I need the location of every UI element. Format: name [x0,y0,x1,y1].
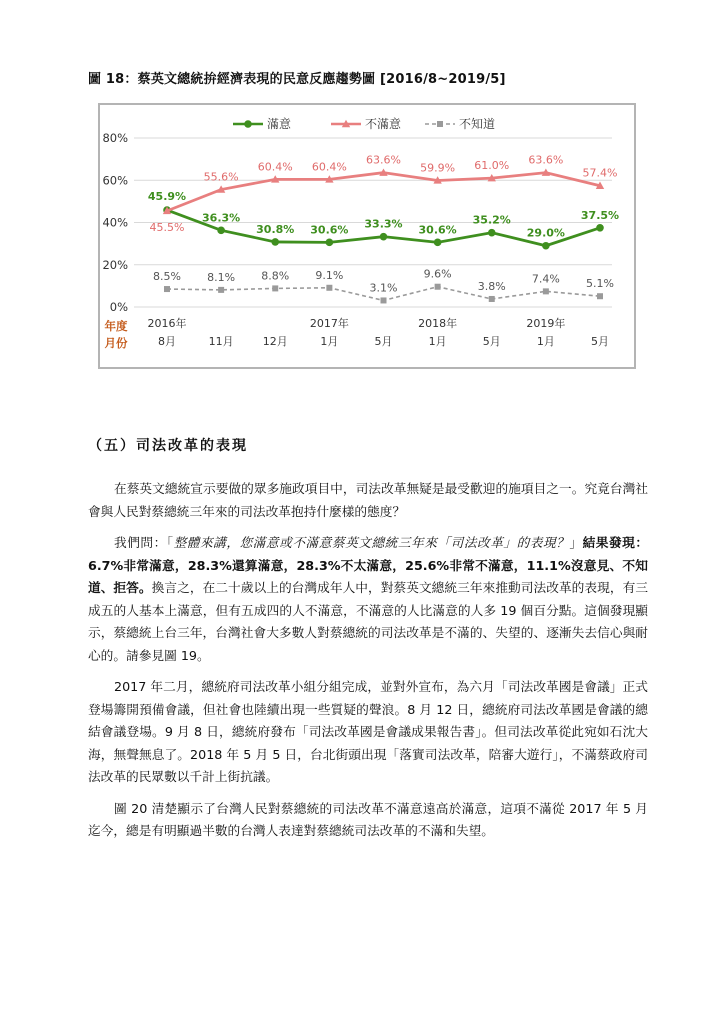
y-tick-label: 80% [102,131,128,145]
paragraph-1: 在蔡英文總統宣示要做的眾多施政項目中，司法改革無疑是最受歡迎的施項目之一。究竟台灣社會與人民對蔡總統三年來的司法改革抱持什麼樣的態度？ [88,481,648,519]
data-label: 29.0% [526,226,565,240]
data-label: 8.8% [261,269,290,283]
y-tick-label: 40% [102,215,128,230]
x-tick-month: 1月 [428,335,447,348]
data-label: 35.2% [472,213,511,227]
section-heading: （五）司法改革的表現 [88,438,248,454]
data-label: 7.4% [531,272,560,286]
y-tick-label: 0% [109,300,128,314]
x-tick-year: 2017年 [309,317,349,330]
data-point [272,285,278,291]
question-close: 」 [569,535,583,550]
data-point [489,296,495,302]
x-tick-month: 5月 [374,335,393,348]
data-label: 30.8% [256,222,295,236]
paragraph-2-rest: 換言之，在二十歲以上的台灣成年人中，對蔡英文總統三年來推動司法改革的表現，有三成五的人基本上滿意，但有五成四的人不滿意，不滿意的人比滿意的人多 19 個百分點。這個發現顯示，蔡總統上台三年，台灣社會大多數人對蔡總統的司法改革是不滿的、失望的、逐漸失去信心與耐心的。請參見圖 19。 [88,580,649,663]
data-point [543,288,549,294]
data-point [488,229,496,237]
y-tick-label: 20% [102,257,128,272]
data-label: 3.8% [477,279,506,293]
x-tick-month: 1月 [536,335,555,348]
data-label: 60.4% [311,160,347,174]
figure-title: 圖 18：蔡英文總統拚經濟表現的民意反應趨勢圖 [2016/8~2019/5] [88,72,506,87]
data-point [435,284,441,290]
data-label: 55.6% [203,170,239,184]
data-label: 8.5% [153,270,181,284]
data-point [218,287,224,293]
data-label: 45.5% [149,220,185,234]
chart-frame [98,103,636,369]
data-label: 63.6% [366,153,401,167]
data-label: 37.5% [580,208,620,222]
data-label: 36.3% [202,211,241,225]
paragraph-4: 圖 20 清楚顯示了台灣人民對蔡總統的司法改革不滿意遠高於滿意，這項不滿從 2017 年 5 月迄今，總是有明顯過半數的台灣人表達對蔡總統司法改革的不滿和失望。 [88,800,648,838]
data-point [217,227,225,235]
survey-result: 結果發現：6.7%非常滿意，28.3%還算滿意，28.3%不太滿意，25.6%非常不滿意，11.1%沒意見、不知道、拒答。 [88,535,649,595]
data-point [596,224,604,232]
x-tick-year: 2016年 [147,317,187,330]
question-lead: 我們問：「 [114,535,174,550]
x-tick-month: 1月 [320,335,339,348]
data-point [326,285,332,291]
x-tick-month: 5月 [591,335,609,348]
data-label: 61.0% [474,159,510,173]
legend-marker [437,121,443,127]
data-point [326,239,334,247]
x-tick-month: 12月 [262,335,288,348]
legend-label: 不滿意 [365,117,402,131]
y-tick-label: 60% [102,173,128,188]
x-tick-month: 11月 [208,335,234,348]
survey-question: 整體來講，您滿意或不滿意蔡英文總統三年來「司法改革」的表現？ [173,535,570,550]
x-tick-month: 5月 [482,335,501,348]
data-label: 9.1% [315,268,344,282]
data-label: 60.4% [257,160,293,174]
data-point [380,233,388,241]
data-point [597,293,603,299]
legend-marker [244,120,252,128]
data-label: 57.4% [582,166,618,180]
legend-label: 不知道 [459,117,496,131]
data-label: 59.9% [420,161,456,175]
data-label: 3.1% [369,281,398,295]
data-label: 8.1% [207,270,236,284]
data-label: 30.6% [310,223,349,237]
legend-label: 滿意 [267,117,292,131]
x-axis-year-caption: 年度 [104,319,128,333]
data-label: 5.1% [586,277,614,291]
x-tick-month: 8月 [158,335,176,348]
paragraph-3: 2017 年二月，總統府司法改革小組分組完成，並對外宣布，為六月「司法改革國是會議」正式登場籌開預備會議，但社會也陸續出現一些質疑的聲浪。8 月 12 日，總統府司法改革國是會議的總結會議登場。9 月 8 日，總統府發布「司法改革國是會議成果報告書」。但司法改革從此宛如石沈大海，無聲無息了。2018 年 5 月 5 日，台北街頭出現「落實司法改革，陪審大遊行」，不滿蔡政府司法改革的民眾數以千計上街抗議。 [88,679,648,784]
data-point [542,242,550,250]
paragraph-2 [88,532,648,667]
data-label: 30.6% [418,223,457,237]
x-axis-month-caption: 月份 [104,336,128,350]
data-point [271,238,279,246]
data-point [434,239,442,247]
line-chart [100,105,634,367]
data-label: 45.9% [147,190,187,204]
x-tick-year: 2018年 [418,317,458,330]
data-label: 63.6% [528,153,564,167]
body-text [88,478,648,852]
x-tick-year: 2019年 [526,317,566,330]
data-label: 33.3% [364,217,403,231]
data-label: 9.6% [423,267,452,281]
data-point [381,297,387,303]
data-point [164,286,170,292]
